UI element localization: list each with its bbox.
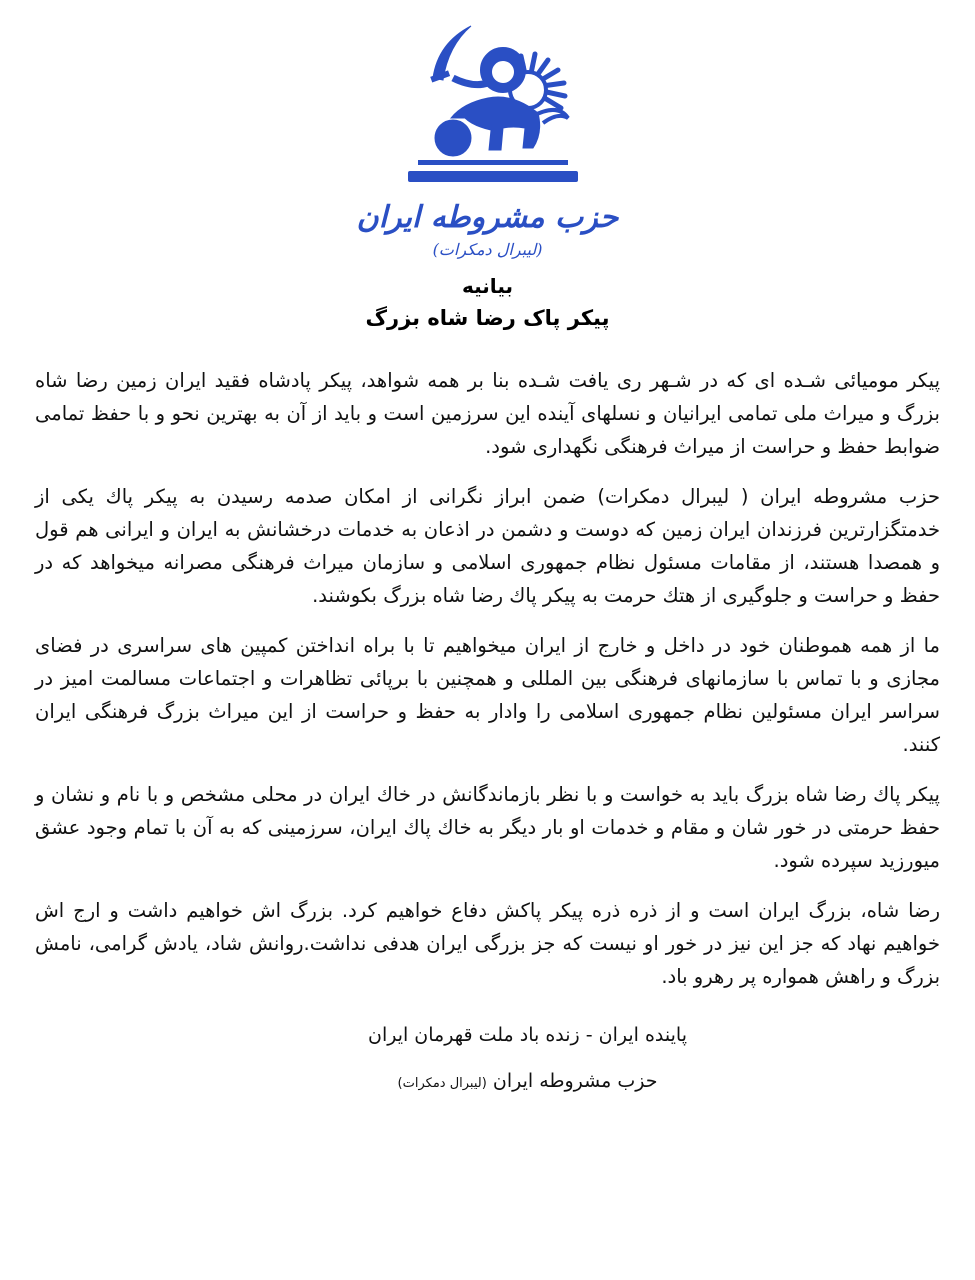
- paragraph: پیکر مومیائی شـده ای که در شـهر ری یافت شـده بنا بر همه شواهد، پیکر پادشاه فقید ایران زمین رضا شاه بزرگ و میراث ملی تمامی ایرانیان و نسلهای آینده این سرزمین است و باید از آن به بهترین نحو و با حفظ تمامی ضوابط حفظ و حراست از میراث فرهنگی نگهداری شود.: [35, 369, 940, 458]
- paragraph: پیکر پاك رضا شاه بزرگ باید به خواست و با نظر بازماندگانش در خاك ایران در محلی مشخص و با نام و نشان و حفظ حرمتی در خور شان و مقام و خدمات او بار دیگر به خاك پاك ایران، سرزمینی که به آن با تمام وجود عشق میورزید سپرده شود.: [35, 783, 940, 872]
- signature-name: حزب مشروطه ایران: [492, 1070, 658, 1092]
- document-heading: بیانیه: [462, 274, 513, 298]
- signature-note: (لیبرال دمکرات): [397, 1076, 487, 1091]
- signature: [300, 1066, 755, 1099]
- party-logo: [393, 8, 583, 198]
- logo-subtitle: (لیبرال دمکرات): [432, 240, 543, 259]
- paragraph: رضا شاه، بزرگ ایران است و از ذره ذره پیکر پاکش دفاع خواهیم کرد. بزرگ اش خواهیم داشت و ارج اش خواهیم نهاد که جز این نیز در خور او نیست که جز بزرگی ایران هدفی نداشت.روانش شاد، یادش گرامی، نامش بزرگ و راهش همواره پر رهرو باد.: [35, 899, 940, 988]
- document-body: [35, 364, 940, 1010]
- document-subheading: پیکر پاک رضا شاه بزرگ: [365, 306, 610, 330]
- closing-line: پاینده ایران - زنده باد ملت قهرمان ایران: [367, 1024, 688, 1046]
- lion-and-sun-icon: [393, 8, 583, 198]
- logo-title: حزب مشروطه ایران: [356, 200, 619, 235]
- paragraph: ما از همه هموطنان خود در داخل و خارج از ایران میخواهیم تا با براه انداختن کمپین های سراسری در فضای مجازی و با تماس با سازمانهای فرهنگی بین المللی و همچنین با برپائی تظاهرات و اجتماعات مسالمت امیز در سراسر ایران مسئولین نظام جمهوری اسلامی را وادار به حفظ و حراست از این میراث بزرگ فرهنگی ایران کنند.: [35, 634, 940, 756]
- paragraph: حزب مشروطه ایران ( لیبرال دمکرات) ضمن ابراز نگرانی از امکان صدمه رسیدن به پیکر پاك یکی از خدمتگزارترین فرزندان ایران زمین که دوست و دشمن در اذعان به خدمات درخشانش به ایران و ایرانی هم قول و همصدا هستند، از مقامات مسئول نظام جمهوری اسلامی و سازمان میراث فرهنگی مصرانه میخواهد که در حفظ و حراست و جلوگیری از هتك حرمت به پیکر پاك رضا شاه بزرگ بکوشند.: [35, 485, 940, 607]
